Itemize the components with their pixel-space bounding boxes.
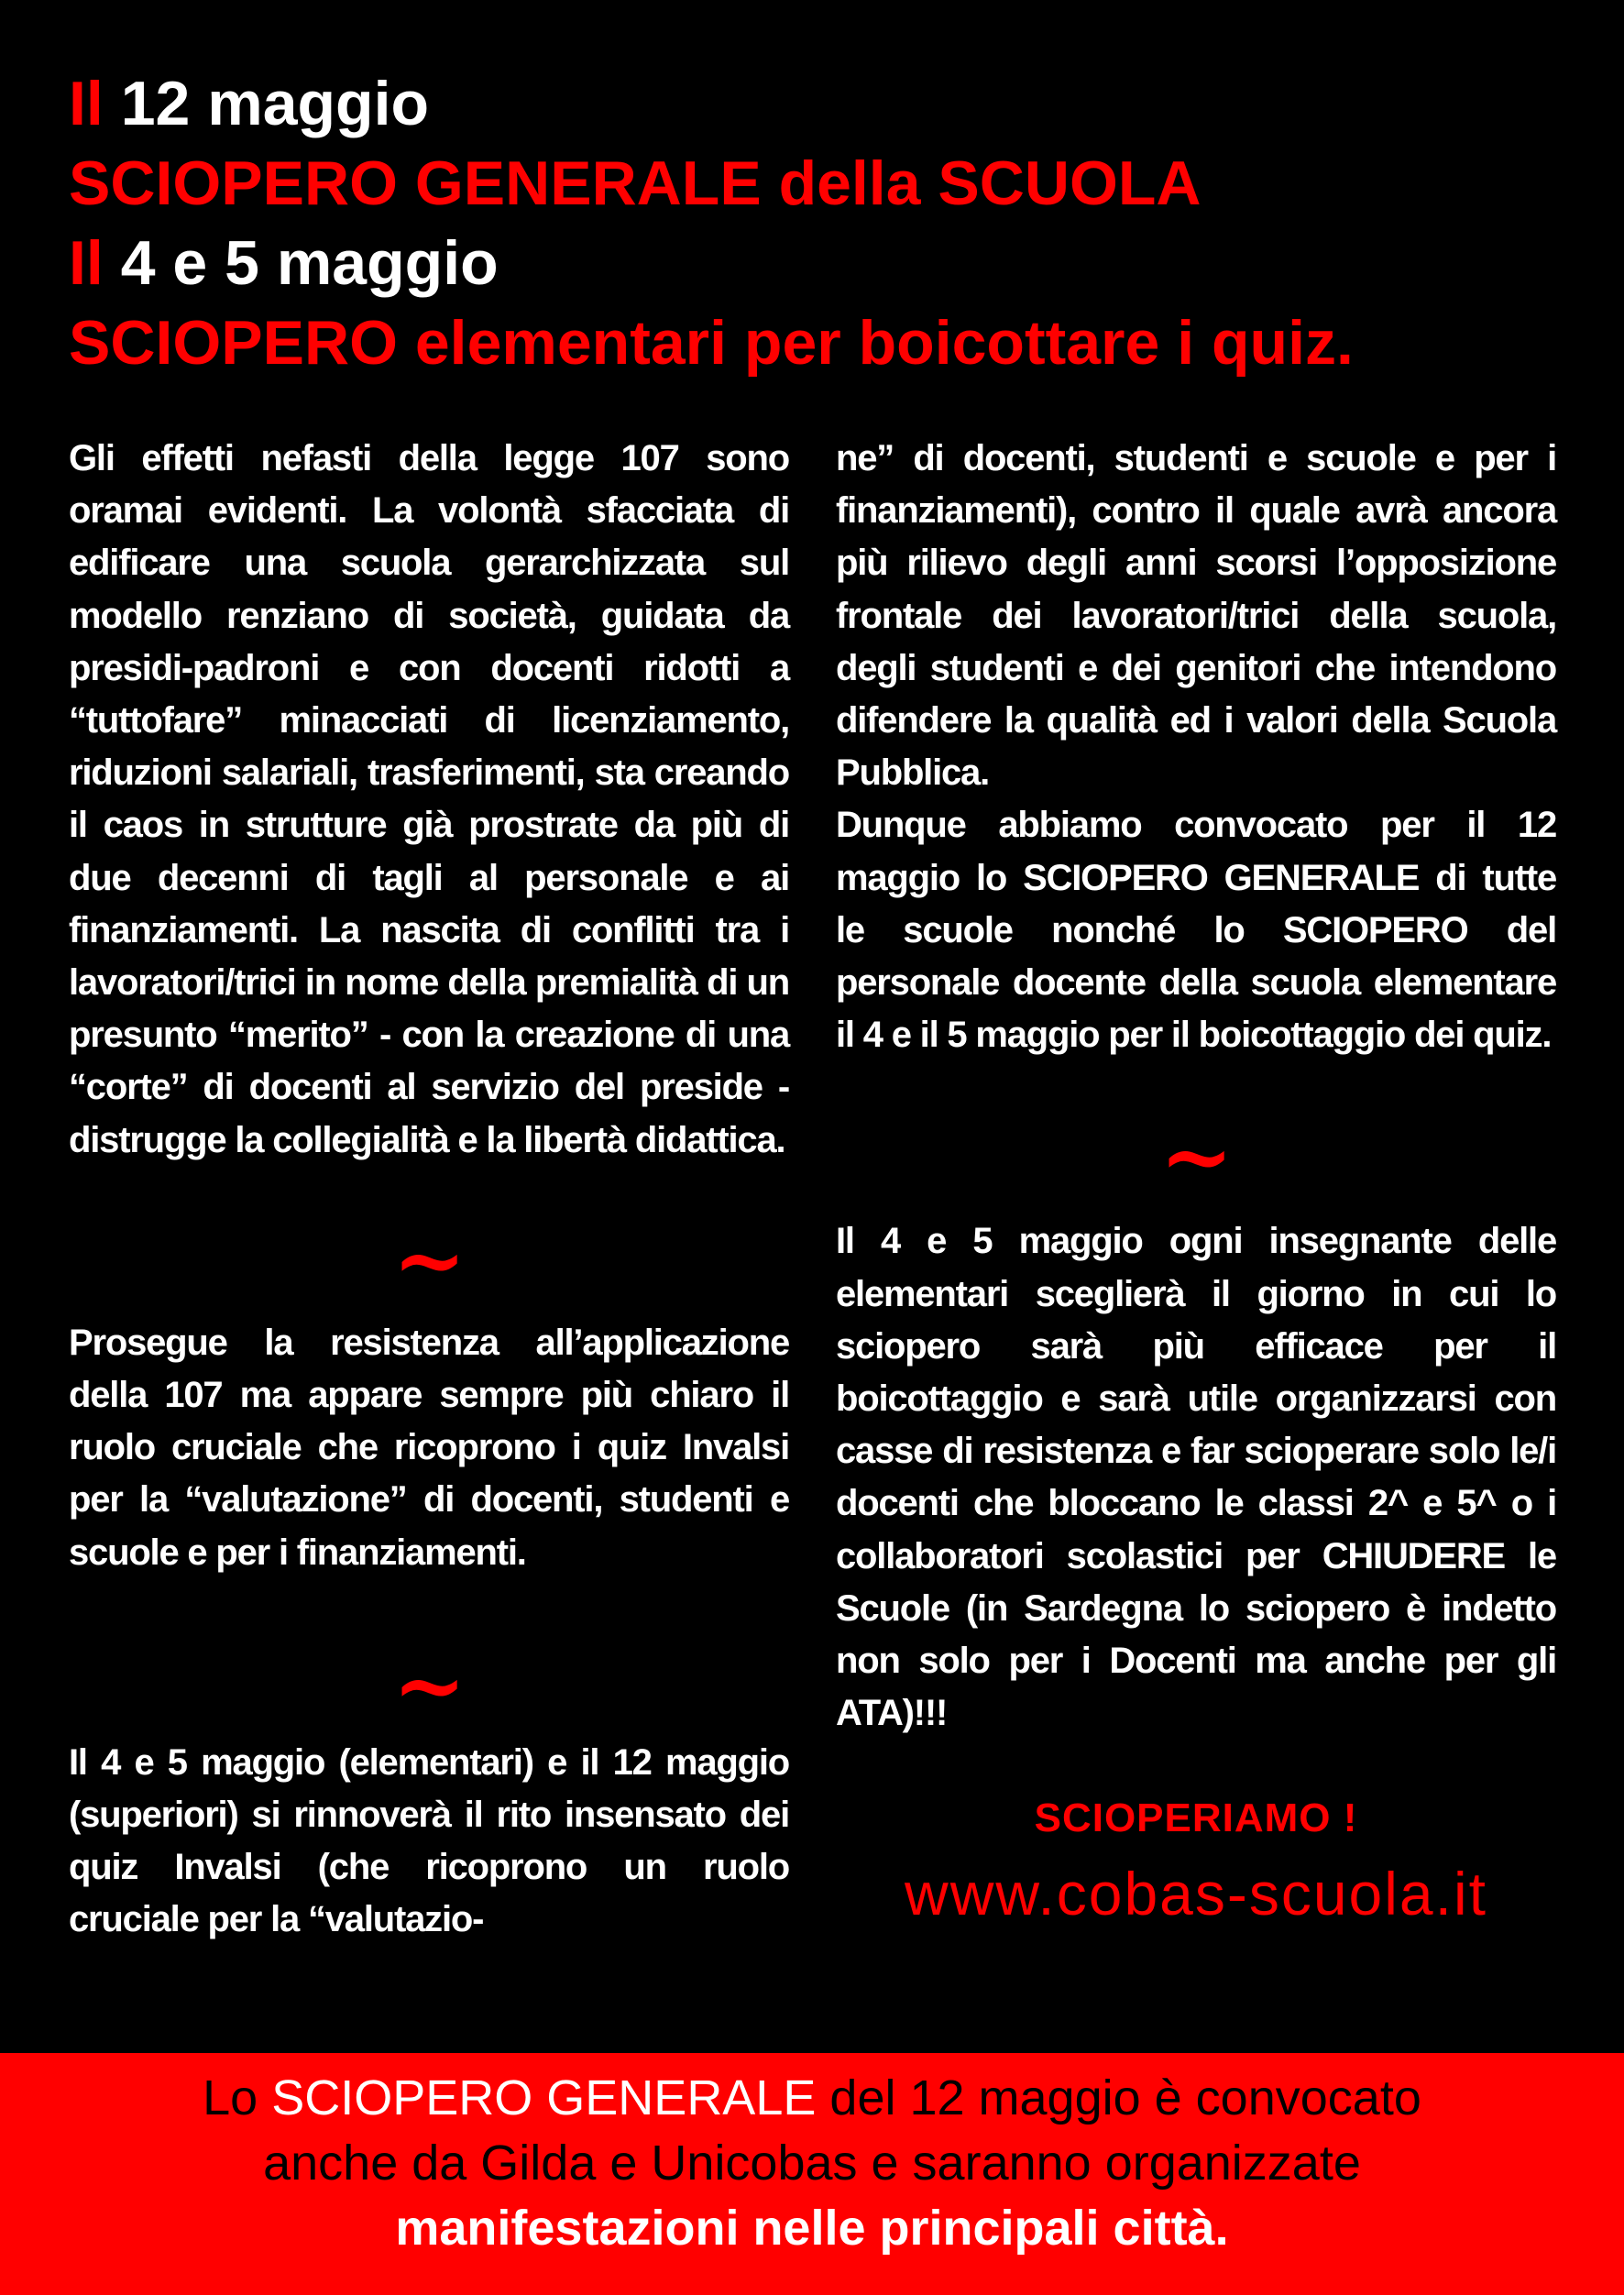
footer-lo: Lo [203, 2070, 258, 2125]
header-prefix-il: Il [69, 69, 104, 138]
left-column [69, 433, 789, 1947]
right-paragraph-convocazione: Dunque abbiamo convocato per il 12 maggio lo SCIOPERO GENERALE di tutte le scuole nonché lo SCIOPERO del personale docente della scuola elementare il 4 e il 5 maggio per il boicottaggio dei quiz. [836, 805, 1556, 1056]
left-paragraph-resistenza: Prosegue la resistenza all’applicazione della 107 ma appare sempre più chiaro il ruolo cruciale che ricoprono i quiz Invalsi per la “valutazione” di docenti, studenti e scuole e per i finanziamenti. [69, 1322, 789, 1573]
header-line-4-5-maggio [69, 224, 1572, 303]
tilde-divider-icon: ~ [1159, 1104, 1233, 1209]
right-paragraph-opposizione: ne” di docenti, studenti e scuole e per i finanziamenti), contro il quale avrà ancora più rilievo degli anni scorsi l’opposizione frontale dei lavoratori/trici della scuola, degli studenti e dei genitori che intendono difendere la qualità ed i valori della Scuola Pubblica. [836, 438, 1556, 794]
left-paragraph-quiz-invalsi: Il 4 e 5 maggio (elementari) e il 12 maggio (superiori) si rinnoverà il rito insensato dei quiz Invalsi (che ricoprono un ruolo cruciale per la “valutazio- [69, 1741, 789, 1940]
footer-line-2: anche da Gilda e Unicobas e saranno organizzate [263, 2136, 1361, 2191]
flyer-header [69, 64, 1572, 383]
header-sciopero-elementari: SCIOPERO elementari per boicottare i quiz. [69, 308, 1354, 378]
tilde-divider-icon: ~ [392, 1207, 466, 1312]
boicottaggio-text-before: Il 4 e 5 maggio ogni insegnante delle elementari sceglierà il giorno in cui lo sciopero sarà più efficace per il boicottaggio e sarà utile organizzarsi con casse di resistenza e far scioperare solo le/i docenti che bloccano le classi 2^ e 5^ o i collaboratori scolastici per [836, 1221, 1556, 1576]
footer-convocato: del 12 maggio è convocato [829, 2070, 1421, 2125]
header-date-12-maggio: 12 maggio [120, 69, 430, 138]
footer-banner [0, 2053, 1624, 2295]
footer-line-1 [0, 2066, 1624, 2131]
right-paragraph-boicottaggio [836, 1215, 1556, 1740]
header-line-12-maggio [69, 64, 1572, 144]
call-to-action: SCIOPERIAMO ! [1034, 1795, 1358, 1841]
footer-sciopero-generale: SCIOPERO GENERALE [271, 2070, 817, 2125]
left-paragraph-legge-107: Gli effetti nefasti della legge 107 sono oramai evidenti. La volontà sfacciata di edificare una scuola gerarchizzata sul modello renziano di società, guidata da presidi-padroni e con docenti ridotti a “tuttofare” minacciati di licenziamento, riduzioni salariali, trasferimenti, sta creando il caos in strutture già prostrate da più di due decenni di tagli al personale e ai finanziamenti. La nascita di conflitti tra i lavoratori/trici in nome della premialità di un presunto “merito” - con la creazione di una “corte” di docenti al servizio del preside - distrugge la collegialità e la libertà didattica. [69, 438, 789, 1160]
header-date-4-5-maggio: 4 e 5 maggio [120, 228, 499, 298]
right-column [836, 433, 1556, 1930]
header-sciopero-generale: SCIOPERO GENERALE della SCUOLA [69, 148, 1202, 218]
chiudere-emphasis: CHIUDERE [1322, 1535, 1505, 1576]
website-link[interactable]: www.cobas-scuola.it [905, 1860, 1487, 1928]
header-prefix-il-2: Il [69, 228, 104, 298]
footer-line-3: manifestazioni nelle principali città. [395, 2201, 1229, 2256]
tilde-divider-icon: ~ [392, 1632, 466, 1737]
boicottaggio-text-after: le Scuole (in Sardegna lo sciopero è indetto non solo per i Docenti ma anche per gli ATA)!!! [836, 1535, 1556, 1734]
